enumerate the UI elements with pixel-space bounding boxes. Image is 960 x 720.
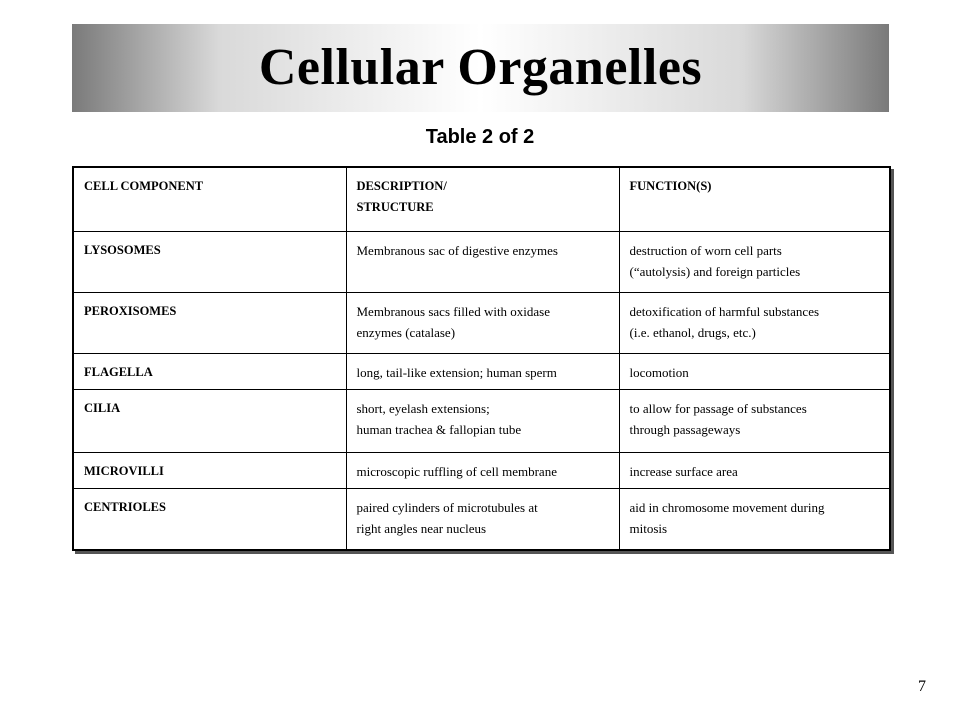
cell-description: long, tail-like extension; human sperm [346,353,619,389]
cell-function: to allow for passage of substances through passageways [619,389,890,452]
table-header-row [73,167,890,231]
cell-description: Membranous sacs filled with oxidase enzymes (catalase) [346,292,619,353]
cell-description: Membranous sac of digestive enzymes [346,231,619,292]
cell-component: CENTRIOLES [73,488,346,550]
table-row [73,452,890,488]
cell-component: PEROXISOMES [73,292,346,353]
cell-component: FLAGELLA [73,353,346,389]
cell-component: CILIA [73,389,346,452]
cell-function: aid in chromosome movement during mitosis [619,488,890,550]
title-banner [72,24,889,112]
table-row [73,231,890,292]
column-header-component: CELL COMPONENT [73,167,346,231]
table-row [73,488,890,550]
column-header-description: DESCRIPTION/ STRUCTURE [346,167,619,231]
cell-function: detoxification of harmful substances (i.e. ethanol, drugs, etc.) [619,292,890,353]
cell-component: LYSOSOMES [73,231,346,292]
cell-function: locomotion [619,353,890,389]
page-title: Cellular Organelles [258,39,703,96]
cell-description: paired cylinders of microtubules at right angles near nucleus [346,488,619,550]
cell-description: short, eyelash extensions; human trachea & fallopian tube [346,389,619,452]
cell-function: increase surface area [619,452,890,488]
table-row [73,292,890,353]
table-subtitle: Table 2 of 2 [425,126,535,148]
table-row [73,353,890,389]
page-number: 7 [918,678,926,695]
cell-description: microscopic ruffling of cell membrane [346,452,619,488]
organelles-table [72,166,891,551]
cell-component: MICROVILLI [73,452,346,488]
cell-function: destruction of worn cell parts (“autolysis) and foreign particles [619,231,890,292]
table-row [73,389,890,452]
column-header-function: FUNCTION(S) [619,167,890,231]
